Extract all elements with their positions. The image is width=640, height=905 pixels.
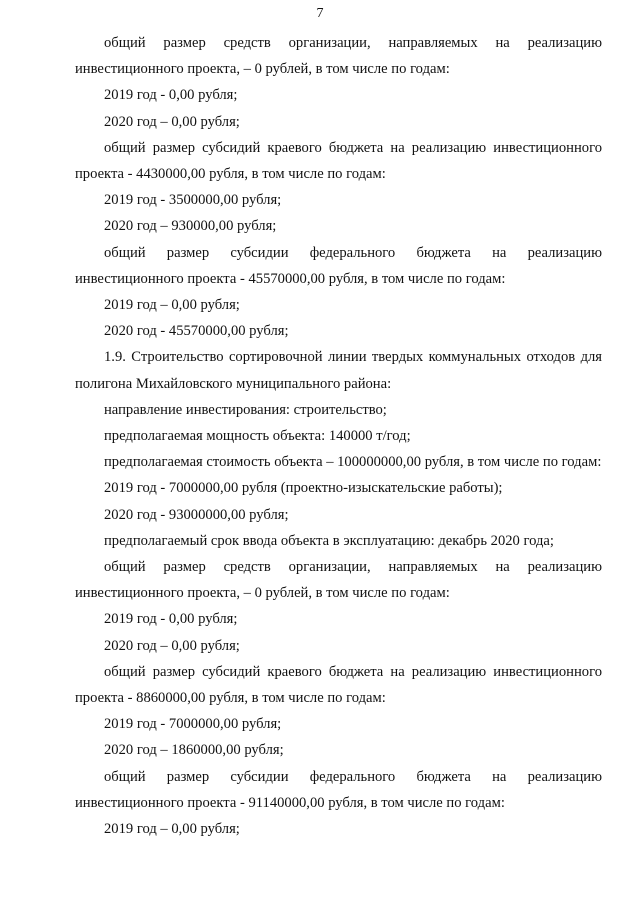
paragraph-federal-subsidy: общий размер субсидии федерального бюджета на реализацию инвестиционного проекта - 45570000,00 рубля, в том числе по годам: xyxy=(75,244,602,287)
paragraph-2019: 2019 год – 0,00 рубля; xyxy=(104,821,240,838)
paragraph-commissioning-date: предполагаемый срок ввода объекта в эксплуатацию: декабрь 2020 года; xyxy=(104,532,554,549)
section-heading-1-9: 1.9. Строительство сортировочной линии твердых коммунальных отходов для полигона Михайловского муниципального района: xyxy=(75,349,602,392)
document-body xyxy=(75,30,602,842)
paragraph-2019: 2019 год - 0,00 рубля; xyxy=(104,611,238,628)
paragraph-2020: 2020 год – 0,00 рубля; xyxy=(104,637,240,654)
paragraph-2020: 2020 год – 930000,00 рубля; xyxy=(104,218,277,235)
paragraph-2020: 2020 год – 0,00 рубля; xyxy=(104,113,240,130)
paragraph-capacity: предполагаемая мощность объекта: 140000 т/год; xyxy=(104,428,411,445)
paragraph-org-funds: общий размер средств организации, направляемых на реализацию инвестиционного проекта, – 0 рублей, в том числе по годам: xyxy=(75,559,602,602)
paragraph-2020: 2020 год - 93000000,00 рубля; xyxy=(104,506,289,523)
paragraph-2019: 2019 год - 7000000,00 рубля (проектно-изыскательские работы); xyxy=(104,480,503,497)
paragraph-2020: 2020 год – 1860000,00 рубля; xyxy=(104,742,284,759)
paragraph-2020: 2020 год - 45570000,00 рубля; xyxy=(104,323,289,340)
paragraph-regional-subsidy: общий размер субсидий краевого бюджета на реализацию инвестиционного проекта - 8860000,00 рубля, в том числе по годам: xyxy=(75,663,602,707)
paragraph-2019: 2019 год - 0,00 рубля; xyxy=(104,87,238,104)
page-number: 7 xyxy=(316,6,324,21)
paragraph-federal-subsidy: общий размер субсидии федерального бюджета на реализацию инвестиционного проекта - 91140000,00 рубля, в том числе по годам: xyxy=(75,768,602,811)
paragraph-2019: 2019 год – 0,00 рубля; xyxy=(104,297,240,314)
paragraph-investment-direction: направление инвестирования: строительство; xyxy=(104,401,387,418)
paragraph-2019: 2019 год - 3500000,00 рубля; xyxy=(104,192,282,209)
paragraph-org-funds: общий размер средств организации, направляемых на реализацию инвестиционного проекта, – 0 рублей, в том числе по годам: xyxy=(75,35,602,78)
paragraph-2019: 2019 год - 7000000,00 рубля; xyxy=(104,716,282,733)
paragraph-estimated-cost: предполагаемая стоимость объекта – 100000000,00 рубля, в том числе по годам: xyxy=(104,454,602,471)
paragraph-regional-subsidy: общий размер субсидий краевого бюджета на реализацию инвестиционного проекта - 4430000,00 рубля, в том числе по годам: xyxy=(75,139,602,183)
